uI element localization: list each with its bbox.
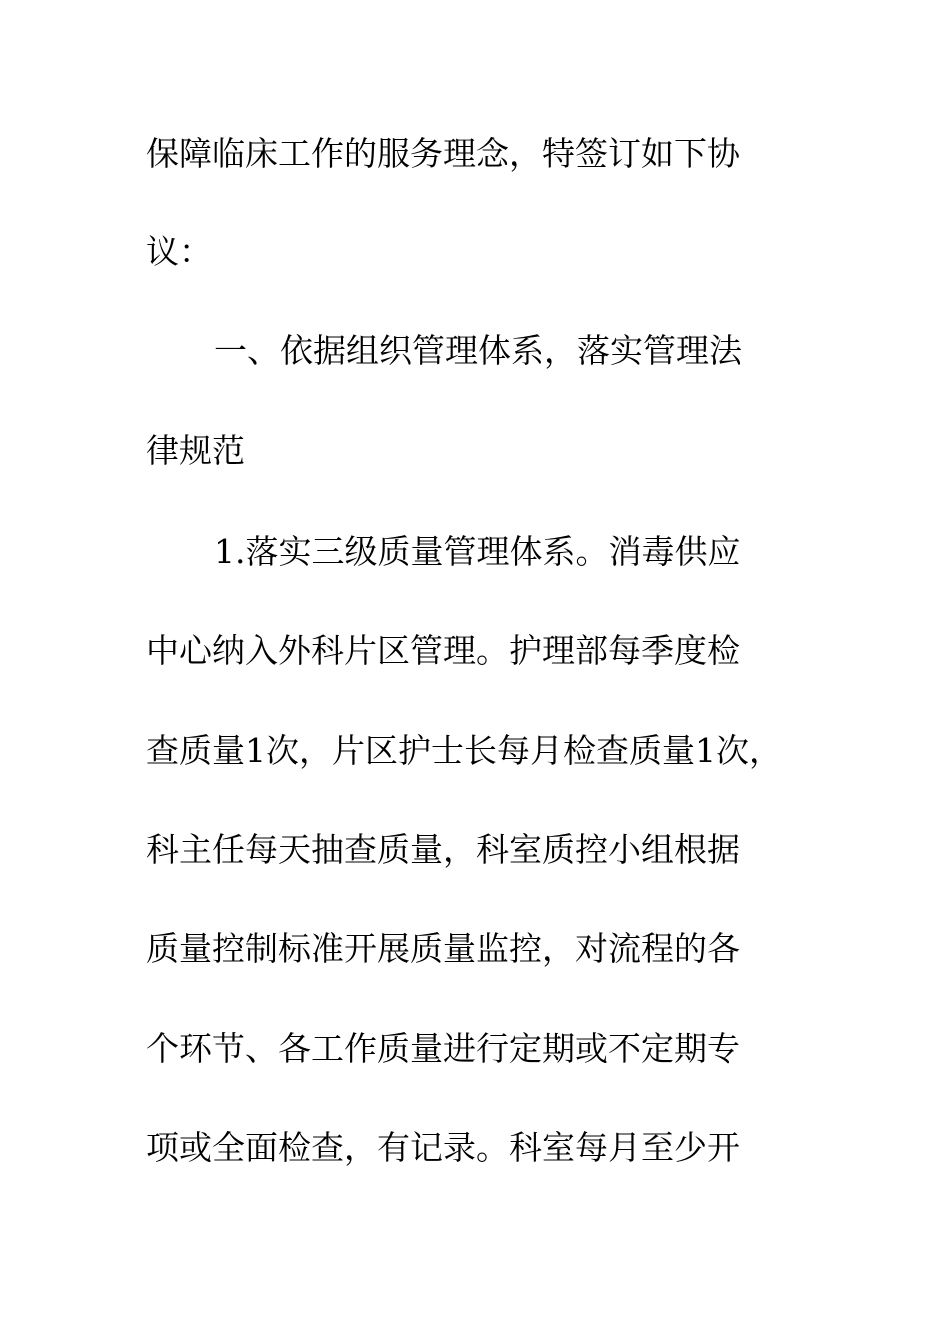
text-line-11: 项或全面检查，有记录。科室每月至少开: [146, 1128, 740, 1167]
text-line-6: 中心纳入外科片区管理。护理部每季度检: [146, 631, 740, 670]
text-line-1: 保障临床工作的服务理念，特签订如下协: [146, 134, 740, 173]
section-heading-1: 一、依据组织管理体系，落实管理法: [214, 331, 742, 370]
text-line-5: 1.落实三级质量管理体系。消毒供应: [214, 532, 741, 571]
text-line-2: 议：: [146, 232, 212, 271]
text-line-9: 质量控制标准开展质量监控，对流程的各: [146, 929, 740, 968]
text-line-7: 查质量1次，片区护士长每月检查质量1次，: [146, 731, 782, 770]
text-line-8: 科主任每天抽查质量，科室质控小组根据: [146, 830, 740, 869]
text-line-10: 个环节、各工作质量进行定期或不定期专: [146, 1029, 740, 1068]
section-heading-1-cont: 律规范: [146, 431, 245, 470]
